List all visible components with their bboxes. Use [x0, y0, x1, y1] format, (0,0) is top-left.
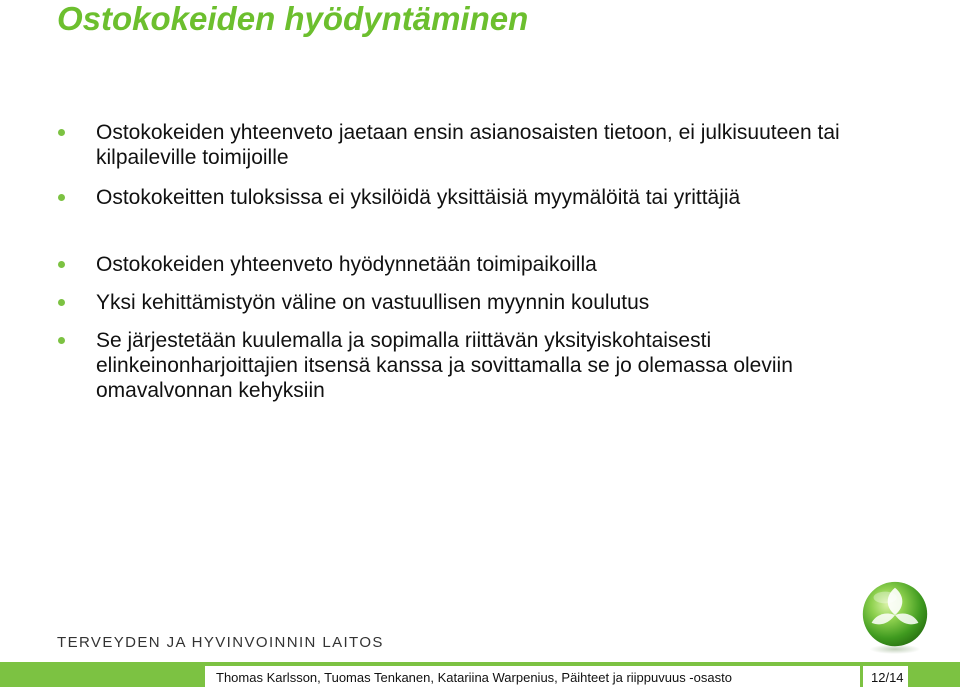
bullet-item: [96, 185, 916, 210]
bullet-text: Ostokokeitten tuloksissa ei yksilöidä yksittäisiä myymälöitä tai yrittäjiä: [96, 186, 741, 209]
bullet-dot-icon: [58, 261, 65, 268]
bullet-item: [96, 290, 916, 315]
page-number: 12/14: [871, 670, 904, 685]
green-globe-leaf-logo-icon: [856, 578, 934, 656]
bullet-text: Se järjestetään kuulemalla ja sopimalla riittävän yksityiskohtaisesti elinkeinonharjoittajien itsensä kanssa ja sovittamalla se jo olemassa oleviin omavalvonnan kehyksiin: [96, 329, 793, 402]
footer-accent-block: [0, 666, 205, 687]
bullet-item: [96, 120, 916, 170]
bullet-text: Yksi kehittämistyön väline on vastuullisen myynnin koulutus: [96, 291, 650, 314]
slide-title: Ostokokeiden hyödyntäminen: [57, 0, 529, 37]
bullet-dot-icon: [58, 129, 65, 136]
organization-name: TERVEYDEN JA HYVINVOINNIN LAITOS: [57, 634, 384, 651]
bullet-dot-icon: [58, 299, 65, 306]
footer-authors: Thomas Karlsson, Tuomas Tenkanen, Katariina Warpenius, Päihteet ja riippuvuus -osasto: [216, 670, 732, 685]
bullet-dot-icon: [58, 194, 65, 201]
bullet-text: Ostokokeiden yhteenveto jaetaan ensin asianosaisten tietoon, ei julkisuuteen tai kilpaileville toimijoille: [96, 121, 840, 169]
bullet-text: Ostokokeiden yhteenveto hyödynnetään toimipaikoilla: [96, 253, 597, 276]
footer-separator: [860, 666, 863, 687]
footer-accent-block: [908, 666, 960, 687]
bullet-dot-icon: [58, 337, 65, 344]
bullet-item: [96, 328, 916, 403]
bullet-item: [96, 252, 916, 277]
